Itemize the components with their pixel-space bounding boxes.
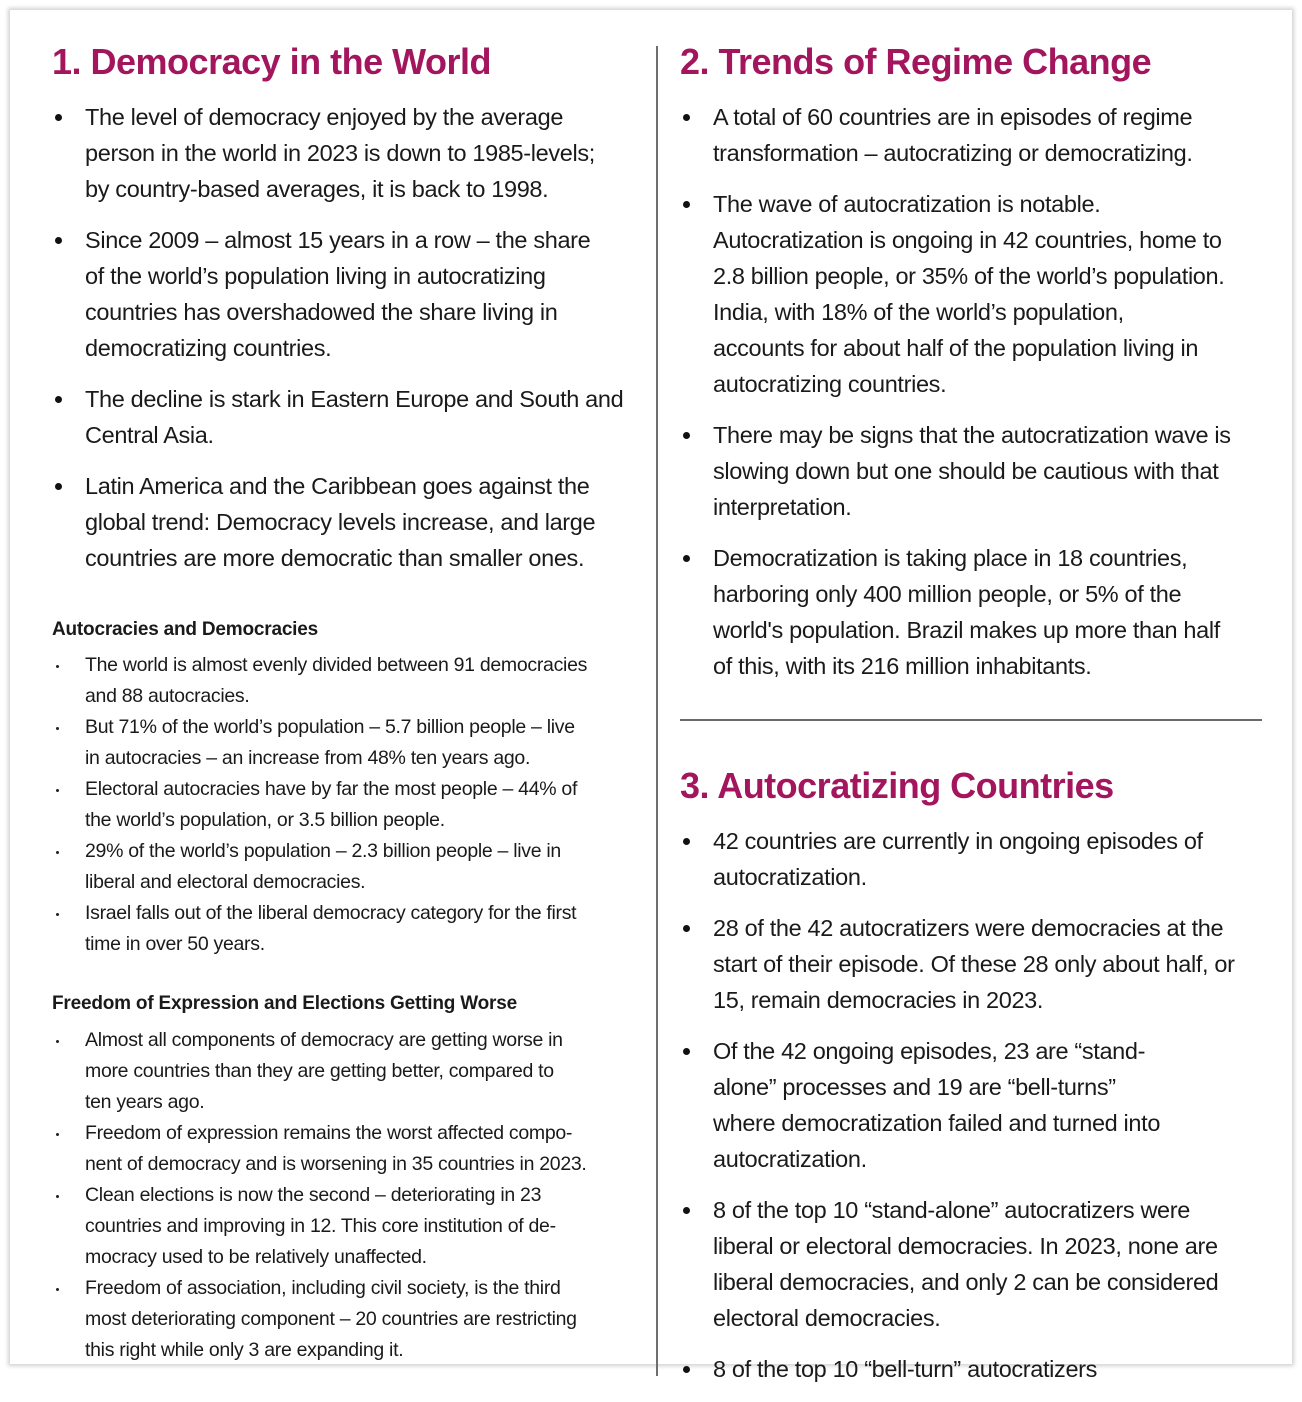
bullet-text-line: this right while only 3 are expanding it. bbox=[85, 1339, 404, 1361]
bullet-icon bbox=[55, 237, 62, 244]
section-1-title: 1. Democracy in the World bbox=[52, 41, 491, 82]
freedom-bullets bbox=[52, 1025, 652, 1366]
bullet-text-line: countries are more democratic than smaller ones. bbox=[85, 545, 585, 571]
bullet-text-line: more countries than they are getting better, compared to bbox=[85, 1060, 554, 1082]
bullet-item bbox=[52, 898, 652, 960]
bullet-text-line: most deteriorating component – 20 countries are restricting bbox=[85, 1308, 577, 1330]
bullet-item bbox=[52, 1118, 652, 1180]
bullet-icon bbox=[55, 483, 62, 490]
bullet-icon bbox=[683, 114, 690, 121]
bullet-item bbox=[52, 774, 652, 836]
bullet-text-line: of this, with its 216 million inhabitants. bbox=[713, 653, 1092, 679]
bullet-text-line: The level of democracy enjoyed by the average bbox=[85, 104, 564, 130]
bullet-item bbox=[680, 1192, 1280, 1336]
bullet-item bbox=[52, 99, 652, 207]
bullet-text-line: autocratization. bbox=[713, 1146, 867, 1172]
section-3-title: 3. Autocratizing Countries bbox=[680, 765, 1114, 806]
bullet-text-line: The decline is stark in Eastern Europe and South and bbox=[85, 386, 624, 412]
bullet-text-line: But 71% of the world’s population – 5.7 billion people – live bbox=[85, 716, 575, 738]
bullet-icon bbox=[56, 727, 59, 730]
bullet-item bbox=[680, 1351, 1280, 1387]
bullet-text-line: Of the 42 ongoing episodes, 23 are “stand- bbox=[713, 1038, 1146, 1064]
bullet-icon bbox=[683, 1048, 690, 1055]
bullet-text-line: 29% of the world’s population – 2.3 billion people – live in bbox=[85, 840, 561, 862]
bullet-text-line: where democratization failed and turned into bbox=[713, 1110, 1161, 1136]
bullet-text-line: Freedom of expression remains the worst affected compo- bbox=[85, 1122, 573, 1144]
bullet-text-line: Electoral autocracies have by far the most people – 44% of bbox=[85, 778, 578, 800]
bullet-text-line: Freedom of association, including civil society, is the third bbox=[85, 1277, 561, 1299]
autocracies-bullets bbox=[52, 650, 652, 960]
section-2-title: 2. Trends of Regime Change bbox=[680, 41, 1152, 82]
bullet-item bbox=[680, 99, 1280, 171]
bullet-item bbox=[52, 222, 652, 366]
bullet-item bbox=[52, 712, 652, 774]
bullet-text-line: India, with 18% of the world’s population, bbox=[713, 299, 1124, 325]
bullet-text-line: autocratization. bbox=[713, 864, 867, 890]
bullet-text-line: There may be signs that the autocratization wave is bbox=[713, 422, 1231, 448]
bullet-text-line: 42 countries are currently in ongoing episodes of bbox=[713, 828, 1203, 854]
bullet-icon bbox=[683, 1207, 690, 1214]
bullet-text-line: 15, remain democracies in 2023. bbox=[713, 987, 1044, 1013]
bullet-text-line: 28 of the 42 autocratizers were democracies at the bbox=[713, 915, 1224, 941]
bullet-text-line: Central Asia. bbox=[85, 422, 214, 448]
bullet-icon bbox=[683, 201, 690, 208]
bullet-icon bbox=[56, 665, 59, 668]
bullet-text-line: The wave of autocratization is notable. bbox=[713, 191, 1101, 217]
bullet-text-line: world's population. Brazil makes up more than half bbox=[713, 617, 1220, 643]
bullet-text-line: autocratizing countries. bbox=[713, 371, 947, 397]
bullet-text-line: and 88 autocracies. bbox=[85, 685, 250, 707]
section-divider bbox=[680, 719, 1262, 721]
bullet-item bbox=[52, 650, 652, 712]
bullet-icon bbox=[56, 1288, 59, 1291]
bullet-text-line: countries and improving in 12. This core institution of de- bbox=[85, 1215, 556, 1237]
bullet-text-line: start of their episode. Of these 28 only about half, or bbox=[713, 951, 1235, 977]
bullet-text-line: liberal democracies, and only 2 can be considered bbox=[713, 1269, 1219, 1295]
bullet-text-line: Israel falls out of the liberal democracy category for the first bbox=[85, 902, 577, 924]
subsection-autocracies-title: Autocracies and Democracies bbox=[52, 619, 318, 640]
bullet-icon bbox=[683, 1366, 690, 1373]
bullet-item bbox=[52, 468, 652, 576]
bullet-icon bbox=[56, 1133, 59, 1136]
bullet-text-line: A total of 60 countries are in episodes of regime bbox=[713, 104, 1193, 130]
bullet-icon bbox=[56, 913, 59, 916]
section-1-bullets bbox=[52, 99, 652, 591]
bullet-text-line: 2.8 billion people, or 35% of the world’s population. bbox=[713, 263, 1225, 289]
bullet-text-line: Since 2009 – almost 15 years in a row – the share bbox=[85, 227, 591, 253]
bullet-text-line: Autocratization is ongoing in 42 countries, home to bbox=[713, 227, 1222, 253]
bullet-item bbox=[680, 823, 1280, 895]
bullet-icon bbox=[683, 555, 690, 562]
bullet-text-line: mocracy used to be relatively unaffected. bbox=[85, 1246, 427, 1268]
bullet-item bbox=[680, 1033, 1280, 1177]
bullet-text-line: democratizing countries. bbox=[85, 335, 332, 361]
bullet-text-line: transformation – autocratizing or democratizing. bbox=[713, 140, 1193, 166]
bullet-text-line: 8 of the top 10 “stand-alone” autocratizers were bbox=[713, 1197, 1190, 1223]
bullet-icon bbox=[683, 838, 690, 845]
bullet-text-line: interpretation. bbox=[713, 494, 852, 520]
bullet-icon bbox=[56, 789, 59, 792]
bullet-text-line: harboring only 400 million people, or 5% of the bbox=[713, 581, 1182, 607]
section-2-bullets bbox=[680, 99, 1280, 699]
bullet-text-line: countries has overshadowed the share living in bbox=[85, 299, 558, 325]
bullet-text-line: Democratization is taking place in 18 countries, bbox=[713, 545, 1188, 571]
bullet-item bbox=[52, 1273, 652, 1366]
bullet-text-line: nent of democracy and is worsening in 35 countries in 2023. bbox=[85, 1153, 587, 1175]
section-3-bullets bbox=[680, 823, 1280, 1402]
bullet-text-line: Clean elections is now the second – deteriorating in 23 bbox=[85, 1184, 542, 1206]
bullet-text-line: alone” processes and 19 are “bell-turns” bbox=[713, 1074, 1116, 1100]
bullet-text-line: of the world’s population living in autocratizing bbox=[85, 263, 546, 289]
bullet-item bbox=[52, 1025, 652, 1118]
bullet-item bbox=[52, 381, 652, 453]
bullet-item bbox=[680, 910, 1280, 1018]
bullet-item bbox=[52, 1180, 652, 1273]
bullet-text-line: global trend: Democracy levels increase, and large bbox=[85, 509, 596, 535]
bullet-text-line: person in the world in 2023 is down to 1985-levels; bbox=[85, 140, 595, 166]
bullet-text-line: liberal and electoral democracies. bbox=[85, 871, 366, 893]
bullet-text-line: the world’s population, or 3.5 billion people. bbox=[85, 809, 445, 831]
bullet-text-line: accounts for about half of the population living in bbox=[713, 335, 1199, 361]
bullet-text-line: by country-based averages, it is back to 1998. bbox=[85, 176, 549, 202]
column-divider bbox=[656, 46, 658, 1376]
bullet-text-line: in autocracies – an increase from 48% ten years ago. bbox=[85, 747, 531, 769]
bullet-icon bbox=[683, 925, 690, 932]
bullet-text-line: time in over 50 years. bbox=[85, 933, 265, 955]
bullet-icon bbox=[683, 432, 690, 439]
bullet-item bbox=[680, 417, 1280, 525]
bullet-item bbox=[680, 186, 1280, 402]
bullet-text-line: Almost all components of democracy are getting worse in bbox=[85, 1029, 563, 1051]
bullet-text-line: Latin America and the Caribbean goes against the bbox=[85, 473, 590, 499]
bullet-icon bbox=[56, 851, 59, 854]
document-page bbox=[10, 10, 1292, 1382]
bullet-text-line: electoral democracies. bbox=[713, 1305, 941, 1331]
bullet-icon bbox=[56, 1195, 59, 1198]
bullet-text-line: slowing down but one should be cautious with that bbox=[713, 458, 1219, 484]
bullet-text-line: ten years ago. bbox=[85, 1091, 205, 1113]
bullet-text-line: liberal or electoral democracies. In 2023, none are bbox=[713, 1233, 1218, 1259]
bullet-text-line: The world is almost evenly divided between 91 democracies bbox=[85, 654, 588, 676]
bullet-icon bbox=[55, 396, 62, 403]
subsection-freedom-title: Freedom of Expression and Elections Getting Worse bbox=[52, 993, 517, 1014]
bullet-icon bbox=[55, 114, 62, 121]
bullet-text-line: 8 of the top 10 “bell-turn” autocratizers bbox=[713, 1356, 1098, 1382]
bullet-icon bbox=[56, 1040, 59, 1043]
bullet-item bbox=[680, 540, 1280, 684]
bullet-item bbox=[52, 836, 652, 898]
